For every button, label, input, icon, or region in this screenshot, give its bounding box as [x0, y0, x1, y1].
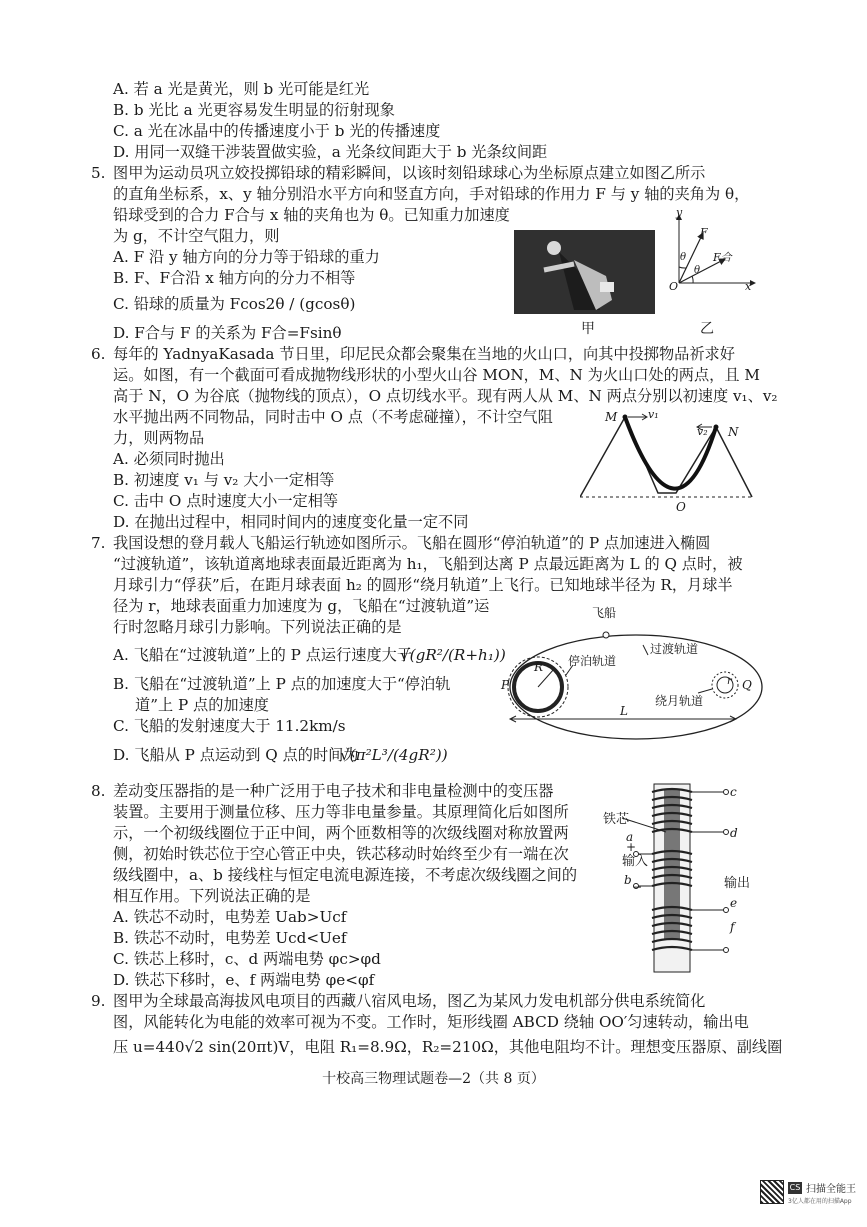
q6-option-a: A. 必须同时抛出 [113, 450, 225, 468]
q7-option-d: D. 飞船从 P 点运动到 Q 点的时间为 [113, 746, 359, 764]
point-o-label: O [676, 500, 686, 514]
origin-label: O [669, 280, 679, 293]
output-label: 输出 [724, 876, 751, 891]
q6-stem-1: 每年的 YadnyaKasada 节日里，印尼民众都会聚集在当地的火山口，向其中投掷物品祈求好 [113, 345, 735, 363]
q8-stem-3: 示，一个初级线圈位于正中间，两个匝数相等的次级线圈对称放置两 [113, 824, 569, 842]
q9-stem-1: 图甲为全球最高海拔风电项目的西藏八宿风电场，图乙为某风力发电机部分供电系统简化 [113, 992, 706, 1010]
differential-transformer-diagram [620, 778, 740, 978]
q8-stem-5: 级线圈中，a、b 接线柱与恒定电流电源连接，不考虑次级线圈之间的 [113, 866, 578, 884]
terminal-b-minus: − [632, 880, 643, 894]
q8-stem-1: 差动变压器指的是一种广泛用于电子技术和非电量检测中的变压器 [113, 782, 554, 800]
q7-number: 7. [91, 534, 106, 552]
point-m-label: M [605, 410, 618, 424]
cs-logo-icon: CS [789, 1183, 801, 1192]
terminal-c-label: c [730, 785, 737, 799]
q6-stem-3: 高于 N，O 为谷底（抛物线的顶点），O 点切线水平。现有两人从 M、N 两点分别以初速度 v₁、v₂ [113, 387, 778, 405]
scanner-app-tagline: 3亿人都在用的扫描App [788, 1198, 852, 1205]
q5-number: 5. [91, 164, 106, 182]
y-axis-label: y [676, 206, 683, 219]
terminal-a-plus: + [626, 840, 637, 854]
scanner-app-name: 扫描全能王 [806, 1184, 856, 1195]
q8-option-d: D. 铁芯下移时，e、f 两端电势 φe<φf [113, 971, 375, 989]
q4-option-b: B. b 光比 a 光更容易发生明显的衍射现象 [113, 101, 395, 119]
transfer-orbit-label: 过渡轨道 [650, 642, 699, 656]
q5-stem-2: 的直角坐标系，x、y 轴分别沿水平方向和竖直方向，手对铅球的作用力 F 与 y 轴的夹角为 θ， [113, 185, 750, 203]
q4-option-a: A. 若 a 光是黄光，则 b 光可能是红光 [113, 80, 370, 98]
orbit-diagram [498, 625, 768, 750]
point-p-label: P [501, 678, 510, 692]
q5-option-a: A. F 沿 y 轴方向的分力等于铅球的重力 [113, 248, 380, 266]
q4-option-c: C. a 光在冰晶中的传播速度小于 b 光的传播速度 [113, 122, 441, 140]
figure-caption-jia: 甲 [581, 321, 595, 337]
terminal-d-label: d [730, 826, 738, 840]
q5-option-d: D. F合与 F 的关系为 F合=Fsinθ [113, 324, 342, 342]
q6-stem-5: 力，则两物品 [113, 429, 205, 447]
q8-option-a: A. 铁芯不动时，电势差 Uab>Ucf [113, 908, 347, 926]
lunar-orbit-label: 绕月轨道 [655, 694, 704, 708]
point-n-label: N [728, 425, 739, 439]
point-q-label: Q [742, 678, 752, 692]
q5-option-b: B. F、F合沿 x 轴方向的分力不相等 [113, 269, 356, 287]
v1-label: v₁ [648, 408, 659, 421]
terminal-f-label: f [730, 920, 735, 934]
terminal-e-label: e [730, 896, 738, 910]
q6-option-b: B. 初速度 v₁ 与 v₂ 大小一定相等 [113, 471, 335, 489]
q6-stem-2: 运。如图，有一个截面可看成抛物线形状的小型火山谷 MON，M、N 为火山口处的两点，且 M [113, 366, 760, 384]
q7-stem-4: 径为 r，地球表面重力加速度为 g，飞船在“过渡轨道”运 [113, 597, 490, 615]
page-footer: 十校高三物理试题卷—2（共 8 页） [322, 1071, 545, 1087]
q5-stem-3: 铅球受到的合力 F合与 x 轴的夹角也为 θ。已知重力加速度 [113, 206, 510, 224]
force-resultant-label: F合 [713, 251, 732, 264]
terminal-b-label: b [624, 873, 632, 887]
angle-theta-2: θ [694, 265, 701, 276]
iron-core-label: 铁芯 [603, 812, 630, 827]
angle-theta-1: θ [680, 252, 687, 263]
force-f-label: F [700, 226, 708, 239]
q7-stem-1: 我国设想的登月载人飞船运行轨迹如图所示。飞船在圆形“停泊轨道”的 P 点加速进入椭圆 [113, 534, 711, 552]
q5-stem-4: 为 g，不计空气阻力，则 [113, 227, 280, 245]
scanner-watermark [760, 1180, 860, 1216]
q6-option-c: C. 击中 O 点时速度大小一定相等 [113, 492, 339, 510]
q5-option-c: C. 铅球的质量为 Fcos2θ / (gcosθ) [113, 295, 356, 313]
q4-option-d: D. 用同一双缝干涉装置做实验，a 光条纹间距大于 b 光条纹间距 [113, 143, 548, 161]
q9-stem-2: 图，风能转化为电能的效率可视为不变。工作时，矩形线圈 ABCD 绕轴 OO′匀速转动，输出电 [113, 1013, 749, 1031]
q8-stem-2: 装置。主要用于测量位移、压力等非电量参量。其原理简化后如图所 [113, 803, 569, 821]
figure-caption-yi: 乙 [700, 321, 714, 337]
q7-option-b-line1: B. 飞船在“过渡轨道”上 P 点的加速度大于“停泊轨 [113, 675, 451, 693]
v2-label: v₂ [697, 425, 708, 438]
earth-radius-label: R [534, 660, 544, 674]
q7-option-d-formula: √(π²L³/(4gR²)) [340, 746, 448, 764]
parking-orbit-label: 停泊轨道 [568, 654, 617, 668]
q6-number: 6. [91, 345, 106, 363]
input-label: 输入 [622, 854, 649, 869]
q7-stem-5: 行时忽略月球引力影响。下列说法正确的是 [113, 618, 402, 636]
q8-option-c: C. 铁芯上移时，c、d 两端电势 φc>φd [113, 950, 381, 968]
q8-option-b: B. 铁芯不动时，电势差 Ucd<Uef [113, 929, 347, 947]
q6-option-d: D. 在抛出过程中，相同时间内的速度变化量一定不同 [113, 513, 469, 531]
q7-option-c: C. 飞船的发射速度大于 11.2km/s [113, 717, 346, 735]
qr-code-icon [760, 1180, 784, 1204]
q8-stem-6: 相互作用。下列说法正确的是 [113, 887, 311, 905]
q8-number: 8. [91, 782, 106, 800]
q6-stem-4: 水平抛出两不同物品，同时击中 O 点（不考虑碰撞），不计空气阻 [113, 408, 553, 426]
distance-l-label: L [620, 704, 628, 718]
q7-option-a-formula: √(gR²/(R+h₁)) [400, 646, 506, 664]
moon-radius-label: r [727, 676, 732, 687]
q7-option-b-line2: 道”上 P 点的加速度 [135, 696, 269, 714]
q7-stem-3: 月球引力“俘获”后，在距月球表面 h₂ 的圆形“绕月轨道”上飞行。已知地球半径为 R，月球半 [113, 576, 733, 594]
spacecraft-label: 飞船 [592, 606, 617, 620]
q9-stem-3: 压 u=440√2 sin(20πt)V，电阻 R₁=8.9Ω，R₂=210Ω，其他电阻均不计。理想变压器原、副线圈 [113, 1038, 783, 1056]
q8-stem-4: 侧，初始时铁芯位于空心管正中央，铁芯移动时始终至少有一端在次 [113, 845, 569, 863]
q5-stem-1: 图甲为运动员巩立姣投掷铅球的精彩瞬间，以该时刻铅球球心为坐标原点建立如图乙所示 [113, 164, 706, 182]
x-axis-label: x [745, 280, 752, 293]
q7-option-a: A. 飞船在“过渡轨道”上的 P 点运行速度大于 [113, 646, 413, 664]
q7-stem-2: “过渡轨道”，该轨道离地球表面最近距离为 h₁，飞船到达离 P 点最远距离为 L 的 Q 点时，被 [113, 555, 743, 573]
shot-put-photo [514, 230, 655, 314]
q9-number: 9. [91, 992, 106, 1010]
terminal-a-label: a [626, 830, 634, 844]
